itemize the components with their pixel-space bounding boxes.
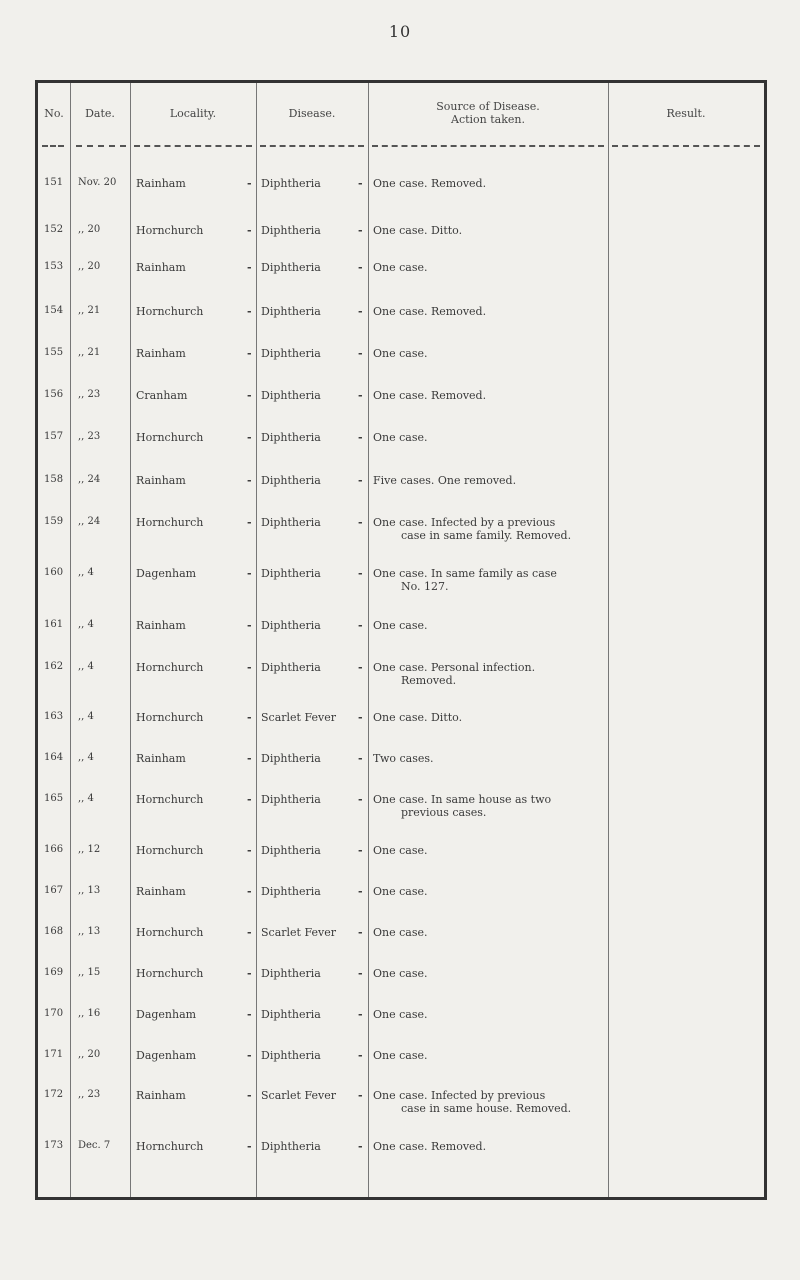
row-source (373, 347, 603, 360)
row-source-line1: Two cases. (373, 752, 434, 765)
row-date: ,, 24 (78, 474, 101, 485)
page-number: 10 (388, 22, 412, 41)
row-disease: Diphtheria (261, 1140, 321, 1153)
row-source-line1: One case. Personal infection. (373, 661, 536, 674)
row-source (373, 177, 603, 190)
row-disease: Diphtheria (261, 661, 321, 674)
leader-dash: - (247, 177, 252, 190)
row-date: ,, 13 (78, 885, 101, 896)
row-no: 158 (44, 474, 64, 485)
leader-dash: - (358, 752, 363, 765)
row-date: ,, 15 (78, 967, 101, 978)
row-disease: Diphtheria (261, 261, 321, 274)
leader-dash: - (247, 1089, 252, 1102)
row-no: 161 (44, 619, 64, 630)
row-source-line2: case in same family. Removed. (401, 529, 572, 542)
row-no: 170 (44, 1008, 64, 1019)
row-locality: Hornchurch (136, 305, 204, 318)
row-no: 172 (44, 1089, 64, 1100)
leader-dash: - (358, 347, 363, 360)
leader-dash: - (358, 661, 363, 674)
row-no: 171 (44, 1049, 64, 1060)
row-date: ,, 20 (78, 261, 101, 272)
leader-dash: - (247, 711, 252, 724)
table-row (38, 177, 764, 217)
leader-dash: - (358, 885, 363, 898)
row-source (373, 389, 603, 402)
row-date: ,, 4 (78, 711, 94, 722)
row-no: 168 (44, 926, 64, 937)
leader-dash: - (358, 474, 363, 487)
table-row (38, 844, 764, 884)
row-no: 155 (44, 347, 64, 358)
leader-dash: - (247, 844, 252, 857)
header-date: Date. (85, 106, 115, 120)
row-source-line1: One case. Ditto. (373, 711, 463, 724)
leader-dash: - (358, 261, 363, 274)
row-locality: Cranham (136, 389, 188, 402)
row-source-line2: No. 127. (401, 580, 449, 593)
row-date: ,, 16 (78, 1008, 101, 1019)
row-locality: Rainham (136, 885, 186, 898)
row-source-line2: Removed. (401, 674, 457, 687)
row-source (373, 224, 603, 237)
table-row (38, 926, 764, 966)
row-disease: Diphtheria (261, 347, 321, 360)
row-disease: Diphtheria (261, 793, 321, 806)
leader-dash: - (247, 224, 252, 237)
leader-dash: - (247, 926, 252, 939)
row-locality: Hornchurch (136, 224, 204, 237)
table-row (38, 567, 764, 607)
header-rule (612, 145, 760, 147)
row-disease: Scarlet Fever (261, 926, 336, 939)
row-locality: Hornchurch (136, 516, 204, 529)
row-locality: Rainham (136, 619, 186, 632)
table-row (38, 305, 764, 345)
row-disease: Diphtheria (261, 885, 321, 898)
row-source (373, 926, 603, 939)
header-source (368, 83, 608, 143)
row-disease: Diphtheria (261, 177, 321, 190)
leader-dash: - (247, 431, 252, 444)
table-row (38, 1140, 764, 1180)
row-source (373, 567, 603, 593)
leader-dash: - (358, 224, 363, 237)
leader-dash: - (358, 711, 363, 724)
row-date: ,, 23 (78, 389, 101, 400)
leader-dash: - (358, 1049, 363, 1062)
header-disease: Disease. (288, 106, 336, 120)
leader-dash: - (247, 567, 252, 580)
leader-dash: - (247, 1049, 252, 1062)
row-date: ,, 23 (78, 431, 101, 442)
row-source-line2: case in same house. Removed. (401, 1102, 572, 1115)
row-date: ,, 4 (78, 793, 94, 804)
leader-dash: - (247, 752, 252, 765)
row-source (373, 1008, 603, 1021)
header-rule (42, 145, 64, 147)
row-source (373, 752, 603, 765)
row-disease: Diphtheria (261, 752, 321, 765)
row-source (373, 967, 603, 980)
table-row (38, 1089, 764, 1129)
table-row (38, 431, 764, 471)
leader-dash: - (358, 967, 363, 980)
row-no: 169 (44, 967, 64, 978)
header-rule (134, 145, 252, 147)
row-no: 173 (44, 1140, 64, 1151)
leader-dash: - (358, 389, 363, 402)
row-no: 166 (44, 844, 64, 855)
header-rule (372, 145, 604, 147)
row-locality: Hornchurch (136, 661, 204, 674)
row-date: ,, 23 (78, 1089, 101, 1100)
row-locality: Rainham (136, 347, 186, 360)
row-date: ,, 20 (78, 1049, 101, 1060)
table-row (38, 711, 764, 751)
row-locality: Dagenham (136, 1008, 197, 1021)
row-source-line1: One case. In same family as case (373, 567, 557, 580)
leader-dash: - (247, 261, 252, 274)
row-disease: Diphtheria (261, 516, 321, 529)
row-no: 153 (44, 261, 64, 272)
row-no: 156 (44, 389, 64, 400)
row-source (373, 431, 603, 444)
leader-dash: - (358, 619, 363, 632)
table-row (38, 516, 764, 556)
row-locality: Hornchurch (136, 431, 204, 444)
row-source (373, 619, 603, 632)
row-date: Dec. 7 (78, 1140, 111, 1151)
table-row (38, 752, 764, 792)
row-source-line1: One case. (373, 885, 428, 898)
row-locality: Hornchurch (136, 711, 204, 724)
table-row (38, 1049, 764, 1089)
row-source-line1: One case. Ditto. (373, 224, 463, 237)
row-locality: Rainham (136, 261, 186, 274)
header-source-line1: Source of Disease. (436, 100, 540, 113)
row-source-line1: One case. (373, 347, 428, 360)
row-locality: Dagenham (136, 567, 197, 580)
leader-dash: - (358, 516, 363, 529)
row-source-line1: One case. (373, 844, 428, 857)
header-result: Result. (666, 106, 706, 120)
row-source (373, 711, 603, 724)
row-source-line1: One case. (373, 1049, 428, 1062)
table-row (38, 661, 764, 701)
row-source-line1: One case. Removed. (373, 177, 487, 190)
row-source-line1: Five cases. One removed. (373, 474, 517, 487)
row-disease: Scarlet Fever (261, 711, 336, 724)
leader-dash: - (247, 1008, 252, 1021)
leader-dash: - (247, 967, 252, 980)
row-no: 167 (44, 885, 64, 896)
leader-dash: - (247, 347, 252, 360)
row-source (373, 1049, 603, 1062)
row-disease: Diphtheria (261, 1049, 321, 1062)
row-date: ,, 20 (78, 224, 101, 235)
row-source-line1: One case. (373, 1008, 428, 1021)
leader-dash: - (358, 567, 363, 580)
row-locality: Hornchurch (136, 926, 204, 939)
table-row (38, 619, 764, 659)
leader-dash: - (358, 1089, 363, 1102)
row-source (373, 793, 603, 819)
row-source (373, 305, 603, 318)
row-disease: Diphtheria (261, 305, 321, 318)
row-date: Nov. 20 (78, 177, 117, 188)
row-locality: Hornchurch (136, 793, 204, 806)
row-no: 165 (44, 793, 64, 804)
table-row (38, 793, 764, 833)
notifications-table (35, 80, 767, 1200)
row-disease: Diphtheria (261, 389, 321, 402)
row-source-line2: previous cases. (401, 806, 487, 819)
leader-dash: - (247, 885, 252, 898)
row-disease: Diphtheria (261, 224, 321, 237)
row-locality: Rainham (136, 474, 186, 487)
leader-dash: - (247, 305, 252, 318)
row-source-line1: One case. Removed. (373, 389, 487, 402)
row-disease: Diphtheria (261, 619, 321, 632)
row-source-line1: One case. Infected by previous (373, 1089, 546, 1102)
row-no: 160 (44, 567, 64, 578)
row-date: ,, 4 (78, 661, 94, 672)
row-source (373, 261, 603, 274)
row-disease: Diphtheria (261, 431, 321, 444)
row-source (373, 844, 603, 857)
row-source (373, 474, 603, 487)
row-no: 154 (44, 305, 64, 316)
row-source-line1: One case. Infected by a previous (373, 516, 556, 529)
leader-dash: - (247, 389, 252, 402)
row-source-line1: One case. In same house as two (373, 793, 552, 806)
row-disease: Diphtheria (261, 844, 321, 857)
row-no: 162 (44, 661, 64, 672)
leader-dash: - (247, 619, 252, 632)
row-source-line1: One case. Removed. (373, 1140, 487, 1153)
leader-dash: - (247, 1140, 252, 1153)
row-date: ,, 4 (78, 619, 94, 630)
row-date: ,, 24 (78, 516, 101, 527)
header-rule (260, 145, 364, 147)
row-no: 164 (44, 752, 64, 763)
table-row (38, 1008, 764, 1048)
row-locality: Hornchurch (136, 1140, 204, 1153)
row-source-line1: One case. (373, 431, 428, 444)
row-date: ,, 12 (78, 844, 101, 855)
table-header (38, 83, 764, 143)
row-source-line1: One case. (373, 261, 428, 274)
row-no: 157 (44, 431, 64, 442)
row-disease: Diphtheria (261, 1008, 321, 1021)
row-disease: Diphtheria (261, 967, 321, 980)
leader-dash: - (358, 431, 363, 444)
row-date: ,, 4 (78, 567, 94, 578)
leader-dash: - (358, 305, 363, 318)
row-no: 163 (44, 711, 64, 722)
leader-dash: - (247, 474, 252, 487)
table-row (38, 261, 764, 301)
row-date: ,, 21 (78, 347, 101, 358)
header-source-line2: Action taken. (451, 113, 525, 126)
row-locality: Rainham (136, 752, 186, 765)
row-source (373, 885, 603, 898)
row-locality: Dagenham (136, 1049, 197, 1062)
leader-dash: - (247, 661, 252, 674)
row-disease: Diphtheria (261, 474, 321, 487)
row-source-line1: One case. Removed. (373, 305, 487, 318)
leader-dash: - (358, 844, 363, 857)
row-locality: Hornchurch (136, 844, 204, 857)
row-date: ,, 4 (78, 752, 94, 763)
row-locality: Rainham (136, 177, 186, 190)
row-disease: Scarlet Fever (261, 1089, 336, 1102)
row-source (373, 516, 603, 542)
leader-dash: - (358, 177, 363, 190)
row-source (373, 1140, 603, 1153)
row-no: 159 (44, 516, 64, 527)
row-locality: Hornchurch (136, 967, 204, 980)
table-row (38, 389, 764, 429)
leader-dash: - (247, 793, 252, 806)
row-source-line1: One case. (373, 967, 428, 980)
table-row (38, 474, 764, 514)
leader-dash: - (358, 793, 363, 806)
row-source-line1: One case. (373, 926, 428, 939)
row-source (373, 661, 603, 687)
row-no: 152 (44, 224, 64, 235)
table-row (38, 885, 764, 925)
table-row (38, 347, 764, 387)
row-date: ,, 21 (78, 305, 101, 316)
leader-dash: - (358, 1140, 363, 1153)
row-source-line1: One case. (373, 619, 428, 632)
table-row (38, 967, 764, 1007)
row-no: 151 (44, 177, 64, 188)
leader-dash: - (247, 516, 252, 529)
leader-dash: - (358, 1008, 363, 1021)
row-disease: Diphtheria (261, 567, 321, 580)
row-date: ,, 13 (78, 926, 101, 937)
header-no: No. (44, 106, 64, 120)
table-row (38, 224, 764, 264)
leader-dash: - (358, 926, 363, 939)
header-locality: Locality. (169, 106, 217, 120)
row-source (373, 1089, 603, 1115)
row-locality: Rainham (136, 1089, 186, 1102)
header-rule (76, 145, 126, 147)
